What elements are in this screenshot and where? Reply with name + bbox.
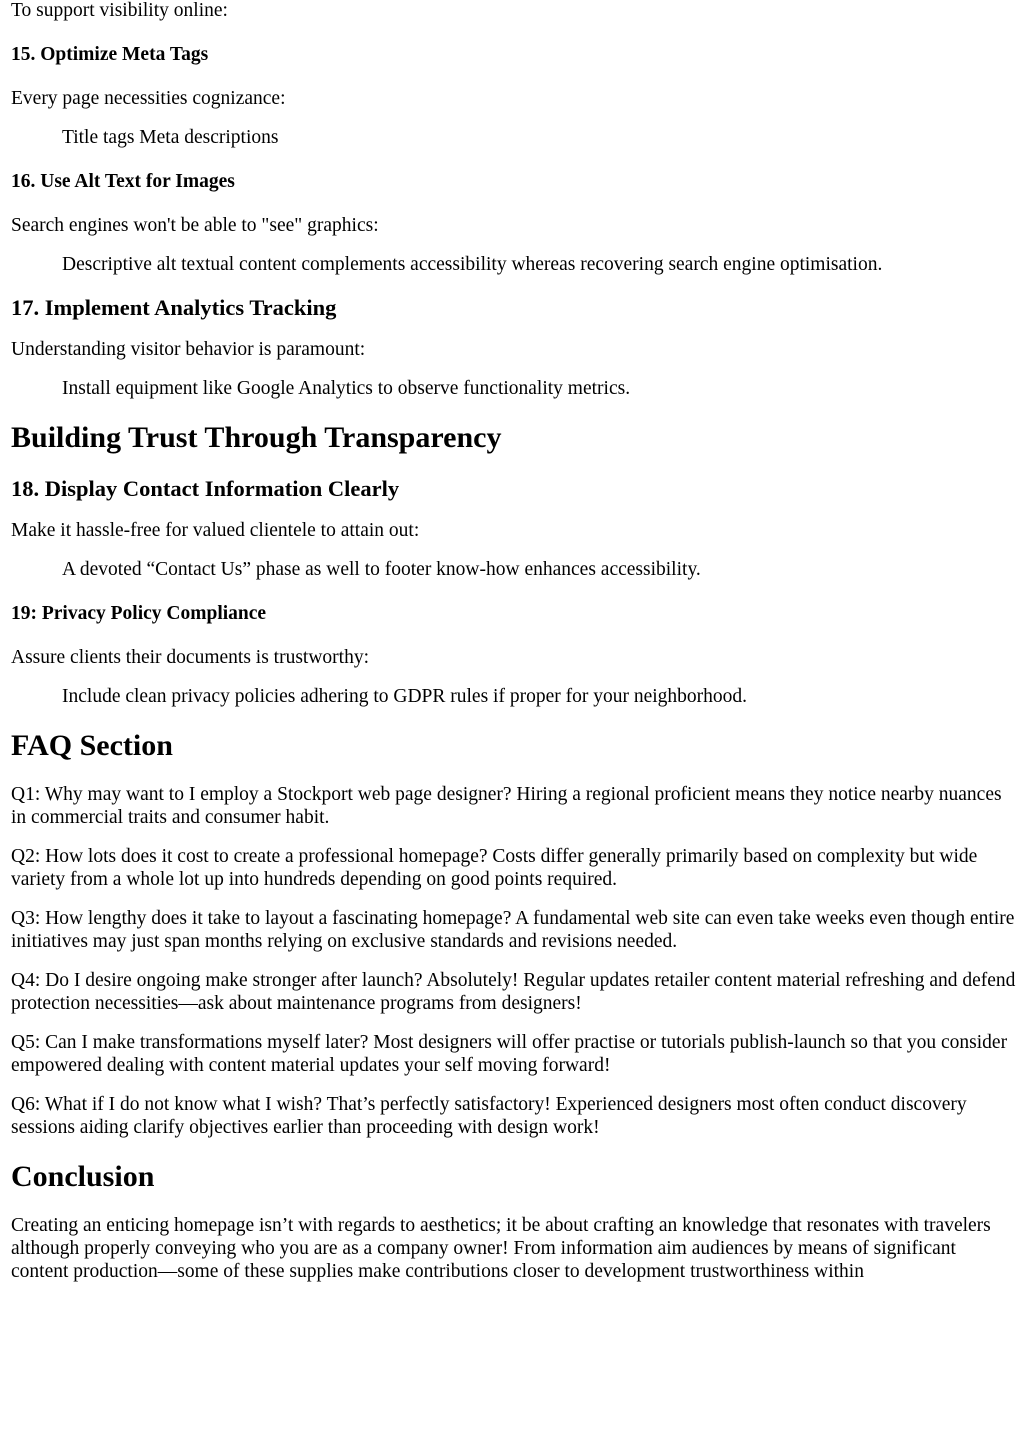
- faq-item-5: Q5: Can I make transformations myself later? Most designers will offer practise or tutorials publish-launch so that you consider empowered dealing with content material updates your self moving forward!: [11, 1032, 1008, 1076]
- alt-text-text: Search engines won't be able to "see" graphics:: [11, 215, 379, 236]
- conclusion-text: Creating an enticing homepage isn’t with regards to aesthetics; it be about crafting an knowledge that resonates with travelers although properly conveying who you are as a company owner! From information aim audiences by means of significant content production—some of these supplies make contributions closer to development trustworthiness within: [11, 1215, 991, 1282]
- privacy-text: Assure clients their documents is trustworthy:: [11, 647, 369, 668]
- faq-item-3: Q3: How lengthy does it take to layout a fascinating homepage? A fundamental web site can even take weeks even though entire initiatives may just span months relying on exclusive standards and revisions needed.: [11, 908, 1015, 952]
- heading-conclusion: Conclusion: [11, 1160, 155, 1193]
- faq-item-2: Q2: How lots does it cost to create a professional homepage? Costs differ generally primarily based on complexity but wide variety from a whole lot up into hundreds depending on good points required.: [11, 846, 978, 890]
- alt-text-quote: Descriptive alt textual content complements accessibility whereas recovering search engine optimisation.: [62, 254, 883, 275]
- article-content: [11, 0, 1017, 1299]
- meta-tags-text: Every page necessities cognizance:: [11, 88, 286, 109]
- heading-faq: FAQ Section: [11, 729, 173, 762]
- privacy-quote: Include clean privacy policies adhering to GDPR rules if proper for your neighborhood.: [62, 686, 748, 707]
- faq-item-1: Q1: Why may want to I employ a Stockport web page designer? Hiring a regional proficient means they notice nearby nuances in commercial traits and consumer habit.: [11, 784, 1002, 828]
- contact-quote: A devoted “Contact Us” phase as well to footer know-how enhances accessibility.: [62, 559, 701, 580]
- heading-privacy-policy: 19: Privacy Policy Compliance: [11, 603, 267, 624]
- contact-text: Make it hassle-free for valued clientele to attain out:: [11, 520, 420, 541]
- meta-tags-quote: Title tags Meta descriptions: [62, 127, 279, 148]
- heading-analytics-tracking: 17. Implement Analytics Tracking: [11, 295, 337, 320]
- faq-item-4: Q4: Do I desire ongoing make stronger after launch? Absolutely! Regular updates retailer content material refreshing and defend protection necessities—ask about maintenance programs from designers!: [11, 970, 1016, 1014]
- heading-optimize-meta-tags: 15. Optimize Meta Tags: [11, 44, 209, 65]
- analytics-quote: Install equipment like Google Analytics to observe functionality metrics.: [62, 378, 631, 399]
- intro-text: To support visibility online:: [11, 0, 228, 21]
- faq-item-6: Q6: What if I do not know what I wish? That’s perfectly satisfactory! Experienced designers most often conduct discovery sessions aiding clarify objectives earlier than proceeding with design work!: [11, 1094, 967, 1138]
- heading-contact-information: 18. Display Contact Information Clearly: [11, 476, 400, 501]
- heading-building-trust: Building Trust Through Transparency: [11, 421, 502, 454]
- analytics-text: Understanding visitor behavior is paramount:: [11, 339, 366, 360]
- heading-alt-text: 16. Use Alt Text for Images: [11, 171, 235, 192]
